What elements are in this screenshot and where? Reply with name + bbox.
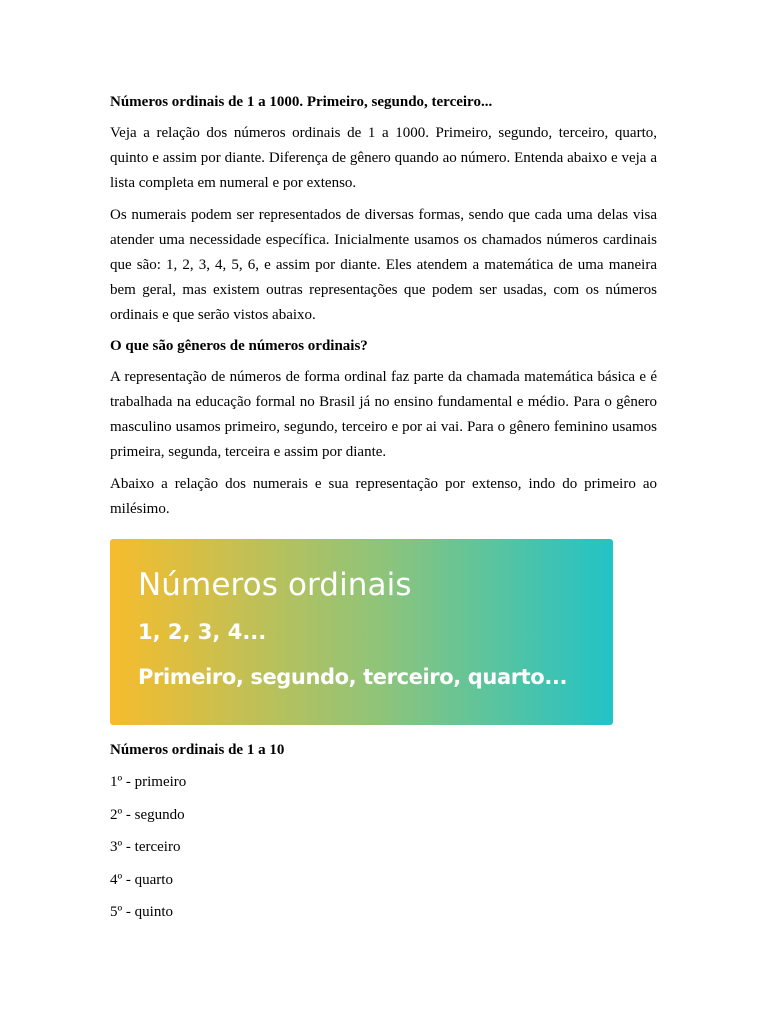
list-item: 3º - terceiro	[110, 839, 181, 855]
paragraph-relation: Abaixo a relação dos numerais e sua representação por extenso, indo do primeiro ao milésimo.	[110, 476, 657, 517]
list-item: 4º - quarto	[110, 871, 173, 888]
list-item: 2º - segundo	[110, 806, 185, 823]
document-title: Números ordinais de 1 a 1000. Primeiro, segundo, terceiro...	[110, 94, 493, 110]
list-item: 5º - quinto	[110, 904, 173, 920]
banner-words: Primeiro, segundo, terceiro, quarto...	[138, 665, 568, 689]
section-subheading: O que são gêneros de números ordinais?	[110, 338, 368, 354]
list-item: 1º - primeiro	[110, 774, 187, 790]
banner-numbers: 1, 2, 3, 4...	[138, 620, 267, 644]
paragraph-gender: A representação de números de forma ordinal faz parte da chamada matemática básica e é trabalhada na educação formal no Brasil já no ensino fundamental e médio. Para o gênero masculino usamos primeiro, segundo, terceiro e por ai vai. Para o gênero feminino usamos primeira, segunda, terceira e assim por diante.	[110, 369, 657, 460]
document-page	[110, 91, 657, 934]
ordinal-banner-image	[110, 539, 613, 725]
ordinal-list	[110, 771, 657, 923]
paragraph-intro: Veja a relação dos números ordinais de 1 a 1000. Primeiro, segundo, terceiro, quarto, quinto e assim por diante. Diferença de gênero quando ao número. Entenda abaixo e veja a lista completa em numeral e por extenso.	[110, 125, 657, 191]
banner-title: Números ordinais	[138, 567, 412, 603]
paragraph-numerals: Os numerais podem ser representados de diversas formas, sendo que cada uma delas visa atender uma necessidade específica. Inicialmente usamos os chamados números cardinais que são: 1, 2, 3, 4, 5, 6, e assim por diante. Eles atendem a matemática de uma maneira bem geral, mas existem outras representações que podem ser usadas, com os números ordinais e que serão vistos abaixo.	[110, 207, 657, 323]
list-heading: Números ordinais de 1 a 10	[110, 742, 285, 758]
